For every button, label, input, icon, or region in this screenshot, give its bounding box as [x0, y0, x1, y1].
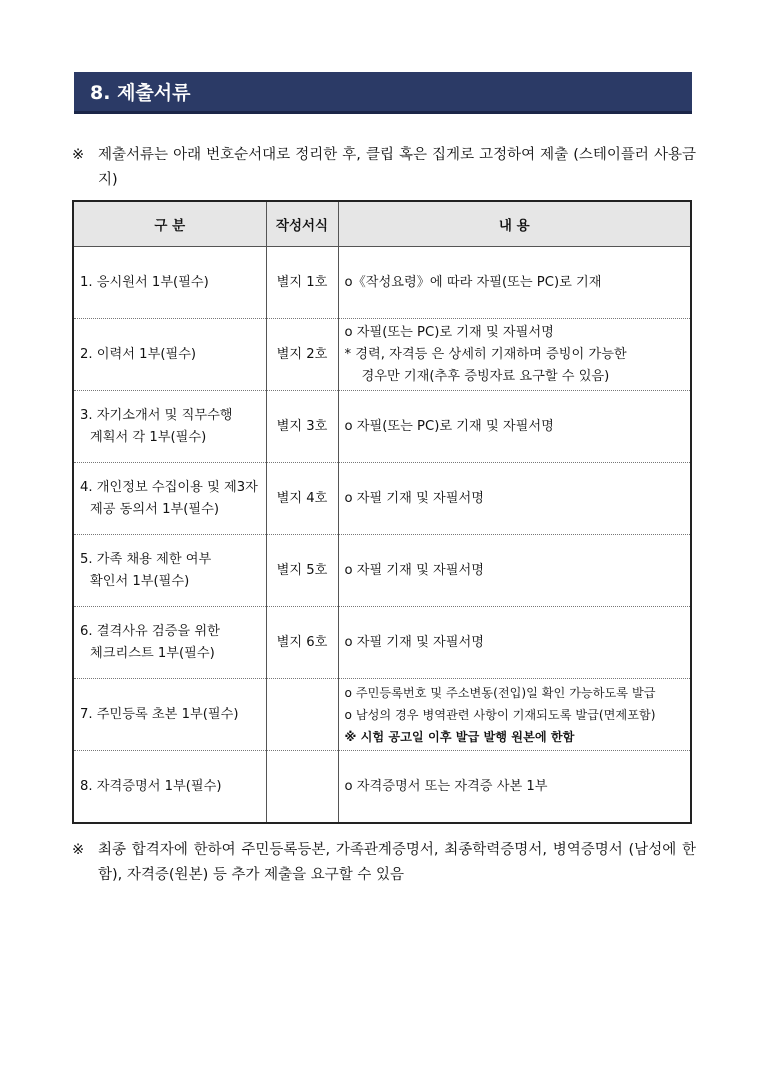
- documents-table: [72, 200, 692, 824]
- item-text-continued: 계획서 각 1부(필수): [90, 429, 207, 445]
- item-cell: [73, 391, 266, 463]
- item-text: 4. 개인정보 수집이용 및 제3자: [80, 479, 258, 495]
- table-row: [73, 751, 691, 824]
- content-cell: [338, 463, 691, 535]
- table-row: [73, 247, 691, 319]
- header-form: 작성서식: [266, 201, 338, 247]
- item-cell: [73, 319, 266, 391]
- item-cell: [73, 751, 266, 824]
- content-cell: [338, 679, 691, 751]
- item-text: 8. 자격증명서 1부(필수): [80, 778, 222, 794]
- note-bottom: [72, 838, 696, 888]
- reference-mark-icon: ※: [72, 842, 85, 858]
- content-line: o 자필(또는 PC)로 기재 및 자필서명: [344, 418, 554, 434]
- content-cell: [338, 247, 691, 319]
- header-category: 구 분: [73, 201, 266, 247]
- header-content: 내 용: [338, 201, 691, 247]
- item-text: 7. 주민등록 초본 1부(필수): [80, 706, 239, 722]
- form-cell: [266, 751, 338, 824]
- note-top-text: 제출서류는 아래 번호순서대로 정리한 후, 클립 혹은 집게로 고정하여 제출 (스테이플러 사용금지): [98, 147, 696, 188]
- note-top: [72, 143, 696, 193]
- content-line-emphasis: ※ 시험 공고일 이후 발급 발행 원본에 한함: [344, 729, 575, 744]
- item-cell: [73, 535, 266, 607]
- item-cell: [73, 247, 266, 319]
- table-header-row: [73, 201, 691, 247]
- content-line: o 자필(또는 PC)로 기재 및 자필서명: [344, 324, 554, 340]
- content-cell: [338, 607, 691, 679]
- form-cell: [266, 679, 338, 751]
- content-line: o 남성의 경우 병역관련 사항이 기재되도록 발급(면제포함): [344, 707, 656, 722]
- item-text-continued: 확인서 1부(필수): [90, 573, 190, 589]
- content-line: o 자필 기재 및 자필서명: [344, 490, 484, 506]
- content-cell: [338, 751, 691, 824]
- item-cell: [73, 679, 266, 751]
- table-row: [73, 535, 691, 607]
- form-cell: 별지 2호: [266, 319, 338, 391]
- form-cell: 별지 5호: [266, 535, 338, 607]
- item-text-continued: 체크리스트 1부(필수): [90, 645, 215, 661]
- content-cell: [338, 535, 691, 607]
- form-cell: 별지 4호: [266, 463, 338, 535]
- item-text: 5. 가족 채용 제한 여부: [80, 551, 212, 567]
- reference-mark-icon: ※: [72, 147, 85, 163]
- section-title: 제출서류: [117, 82, 191, 104]
- content-line: o 자격증명서 또는 자격증 사본 1부: [344, 778, 548, 794]
- table-row: [73, 679, 691, 751]
- item-text: 1. 응시원서 1부(필수): [80, 274, 209, 290]
- item-text: 3. 자기소개서 및 직무수행: [80, 407, 233, 423]
- note-bottom-text: 최종 합격자에 한하여 주민등록등본, 가족관계증명서, 최종학력증명서, 병역증명서 (남성에 한함), 자격증(원본) 등 추가 제출을 요구할 수 있음: [98, 842, 696, 883]
- content-line: o《작성요령》에 따라 자필(또는 PC)로 기재: [344, 274, 602, 290]
- item-text: 2. 이력서 1부(필수): [80, 346, 197, 362]
- section-number: 8.: [90, 82, 111, 104]
- content-line: o 자필 기재 및 자필서명: [344, 562, 484, 578]
- table-row: [73, 391, 691, 463]
- form-cell: 별지 6호: [266, 607, 338, 679]
- content-line: o 자필 기재 및 자필서명: [344, 634, 484, 650]
- table-row: [73, 319, 691, 391]
- content-line: o 주민등록번호 및 주소변동(전입)일 확인 가능하도록 발급: [344, 685, 656, 700]
- table-row: [73, 463, 691, 535]
- item-cell: [73, 607, 266, 679]
- item-text-continued: 제공 동의서 1부(필수): [90, 501, 219, 517]
- table-row: [73, 607, 691, 679]
- content-line: 경우만 기재(추후 증빙자료 요구할 수 있음): [361, 368, 610, 384]
- item-text: 6. 결격사유 검증을 위한: [80, 623, 220, 639]
- item-cell: [73, 463, 266, 535]
- form-cell: 별지 3호: [266, 391, 338, 463]
- form-cell: 별지 1호: [266, 247, 338, 319]
- content-line: * 경력, 자격등 은 상세히 기재하며 증빙이 가능한: [344, 346, 627, 362]
- section-header: [74, 72, 692, 114]
- content-cell: [338, 391, 691, 463]
- content-cell: [338, 319, 691, 391]
